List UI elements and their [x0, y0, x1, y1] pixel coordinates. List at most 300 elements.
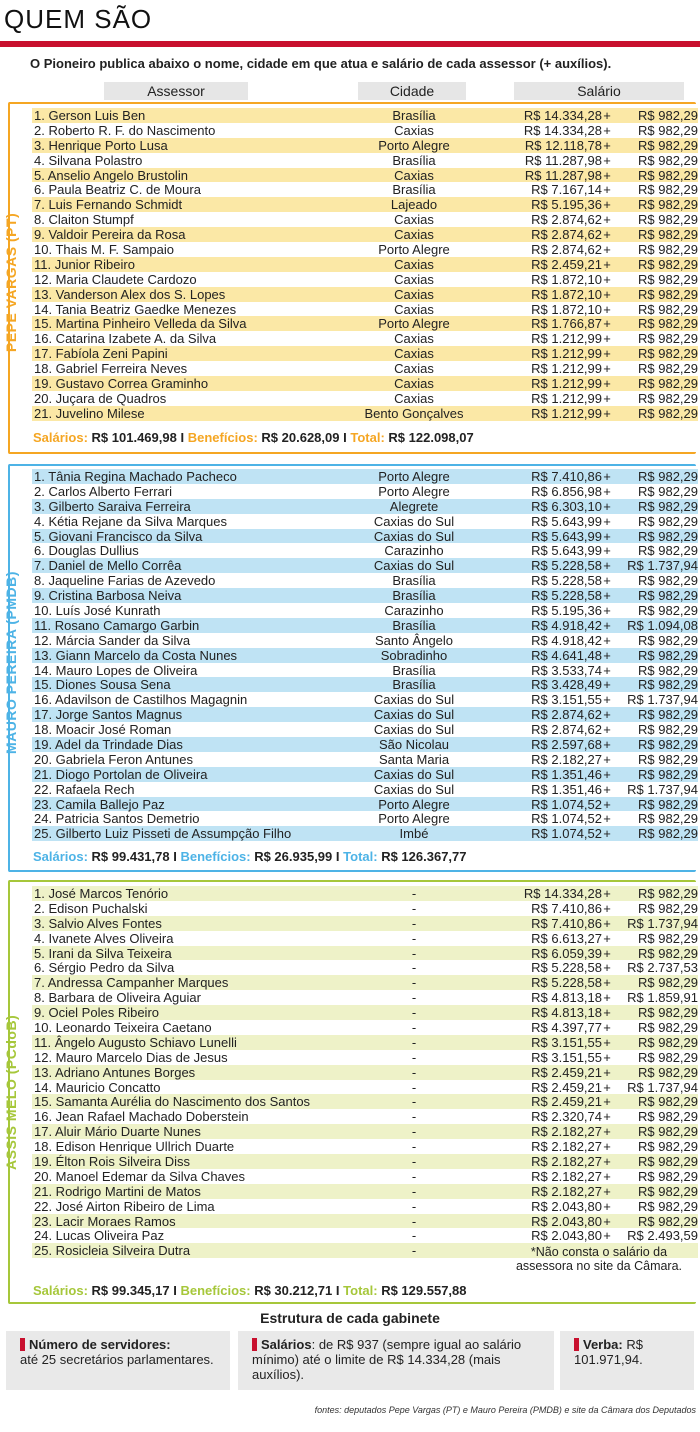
- assessor-salary: R$ 2.043,80: [531, 1198, 602, 1214]
- assessor-city: Porto Alegre: [378, 316, 450, 332]
- table-row: [32, 960, 698, 975]
- assessor-city: Alegrete: [389, 498, 439, 514]
- plus-sign: +: [603, 662, 611, 678]
- table-row: [32, 1124, 698, 1139]
- assessor-name: 22. Rafaela Rech: [34, 781, 135, 797]
- assessor-benefit: R$ 982,29: [638, 1154, 698, 1170]
- assessor-salary: R$ 4.813,18: [531, 990, 602, 1006]
- assessor-name: 1. Tânia Regina Machado Pacheco: [34, 469, 237, 484]
- assessor-name: 17. Fabíola Zeni Papini: [34, 346, 168, 362]
- table-row: [32, 287, 698, 302]
- assessor-benefit: R$ 982,29: [638, 1168, 698, 1184]
- table-row: [32, 361, 698, 376]
- table-row: [32, 1094, 698, 1109]
- assessor-salary: R$ 1.074,52: [531, 811, 602, 827]
- assessor-salary: R$ 2.874,62: [531, 707, 602, 723]
- plus-sign: +: [603, 316, 611, 332]
- assessor-name: 23. Camila Ballejo Paz: [34, 796, 165, 812]
- assessor-salary: R$ 6.303,10: [531, 498, 602, 514]
- assessor-salary: R$ 2.182,27: [531, 751, 602, 767]
- plus-sign: +: [603, 558, 611, 574]
- assessor-name: 19. Gustavo Correa Graminho: [34, 376, 209, 392]
- assessor-name: 18. Moacir José Roman: [34, 722, 172, 738]
- assessor-salary: R$ 3.533,74: [531, 662, 602, 678]
- table-row: [32, 469, 698, 484]
- table-row: [32, 797, 698, 812]
- assessor-salary: R$ 11.287,98: [524, 152, 602, 168]
- plus-sign: +: [603, 930, 611, 946]
- assessor-name: 25. Gilberto Luiz Pisseti de Assumpção Filho: [34, 826, 292, 842]
- assessor-city: -: [411, 1183, 417, 1199]
- assessor-name: 10. Luís José Kunrath: [34, 603, 161, 619]
- assessor-name: 1. Gerson Luis Ben: [34, 108, 146, 123]
- assessor-benefit: R$ 982,29: [638, 182, 698, 198]
- estrutura-title: Estrutura de cada gabinete: [260, 1310, 440, 1326]
- table-row: [32, 931, 698, 946]
- assessor-benefit: R$ 982,29: [638, 751, 698, 767]
- plus-sign: +: [603, 796, 611, 812]
- assessor-city: -: [411, 1094, 417, 1110]
- assessor-city: Porto Alegre: [378, 137, 450, 153]
- plus-sign: +: [603, 543, 611, 559]
- assessor-name: 2. Carlos Alberto Ferrari: [34, 483, 172, 499]
- assessor-salary: R$ 1.766,87: [531, 316, 602, 332]
- table-row: [32, 331, 698, 346]
- assessor-benefit: R$ 982,29: [638, 301, 698, 317]
- assessor-salary: R$ 4.641,48: [531, 647, 602, 663]
- assessor-city: Caxias: [394, 361, 434, 377]
- assessor-city: Caxias: [394, 346, 434, 362]
- plus-sign: +: [603, 137, 611, 153]
- table-row: [32, 1199, 698, 1214]
- box-servidores: Número de servidores: até 25 secretários parlamentares.: [6, 1331, 230, 1390]
- table-row: [32, 1005, 698, 1020]
- assessor-city: -: [411, 1213, 417, 1229]
- assessor-name: 15. Diones Sousa Sena: [34, 677, 171, 693]
- assessor-name: 13. Vanderson Alex dos S. Lopes: [34, 286, 226, 302]
- plus-sign: +: [603, 1049, 611, 1065]
- table-row: [32, 692, 698, 707]
- plus-sign: +: [603, 1198, 611, 1214]
- assessor-benefit: R$ 982,29: [638, 346, 698, 362]
- table-row: [32, 499, 698, 514]
- assessor-name: 21. Rodrigo Martini de Matos: [34, 1183, 201, 1199]
- assessor-city: -: [411, 1124, 417, 1140]
- assessor-name: 24. Lucas Oliveira Paz: [34, 1228, 165, 1244]
- assessor-city: -: [411, 886, 417, 901]
- assessor-city: Brasília: [392, 108, 436, 123]
- assessor-benefit: R$ 982,29: [638, 1198, 698, 1214]
- assessor-benefit: R$ 982,29: [638, 662, 698, 678]
- plus-sign: +: [603, 498, 611, 514]
- assessor-name: 19. Élton Rois Silveira Diss: [34, 1154, 191, 1170]
- plus-sign: +: [603, 376, 611, 392]
- assessor-benefit: R$ 982,29: [638, 1139, 698, 1155]
- assessor-name: 3. Henrique Porto Lusa: [34, 137, 168, 153]
- assessor-salary: R$ 1.351,46: [531, 766, 602, 782]
- assessor-name: 5. Irani da Silva Teixeira: [34, 945, 172, 961]
- plus-sign: +: [603, 197, 611, 213]
- assessor-salary: R$ 2.459,21: [531, 1079, 602, 1095]
- assessor-city: Caxias do Sul: [373, 558, 455, 574]
- assessor-name: 7. Daniel de Mello Corrêa: [34, 558, 182, 574]
- assessor-benefit: R$ 982,29: [638, 1183, 698, 1199]
- table-row: [32, 1080, 698, 1095]
- assessor-name: 9. Valdoir Pereira da Rosa: [34, 227, 186, 243]
- assessor-benefit: R$ 1.737,94: [627, 558, 698, 574]
- assessor-benefit: R$ 1.859,91: [627, 990, 698, 1006]
- assessor-city: -: [411, 1079, 417, 1095]
- plus-sign: +: [603, 212, 611, 228]
- assessor-salary: R$ 5.643,99: [531, 543, 602, 559]
- assessor-city: -: [411, 975, 417, 991]
- assessor-salary: R$ 5.228,58: [531, 573, 602, 589]
- assessor-name: 17. Aluir Mário Duarte Nunes: [34, 1124, 201, 1140]
- assessor-benefit: R$ 1.094,08: [627, 617, 698, 633]
- plus-sign: +: [603, 766, 611, 782]
- assessor-benefit: R$ 982,29: [638, 900, 698, 916]
- assessor-salary: R$ 5.228,58: [531, 960, 602, 976]
- plus-sign: +: [603, 122, 611, 138]
- table-row: [32, 677, 698, 692]
- plus-sign: +: [603, 960, 611, 976]
- table-row: [32, 990, 698, 1005]
- table-row: [32, 901, 698, 916]
- assessor-city: Brasília: [392, 573, 436, 589]
- plus-sign: +: [603, 886, 611, 901]
- assessor-city: Carazinho: [384, 543, 444, 559]
- table-row: [32, 1050, 698, 1065]
- assessor-name: 13. Adriano Antunes Borges: [34, 1064, 196, 1080]
- assessor-benefit: R$ 982,29: [638, 122, 698, 138]
- assessor-city: -: [411, 945, 417, 961]
- assessor-city: Caxias: [394, 286, 434, 302]
- plus-sign: +: [603, 1109, 611, 1125]
- assessor-name: 2. Edison Puchalski: [34, 900, 148, 916]
- assessor-salary: R$ 11.287,98: [524, 167, 602, 183]
- section-assis-melo: [3, 880, 698, 1304]
- plus-sign: +: [603, 227, 611, 243]
- assessor-city: Porto Alegre: [378, 796, 450, 812]
- assessor-benefit: R$ 982,29: [638, 513, 698, 529]
- assessor-salary: R$ 1.212,99: [531, 390, 602, 406]
- assessor-name: 8. Jaqueline Farias de Azevedo: [34, 573, 216, 589]
- assessor-name: 15. Martina Pinheiro Velleda da Silva: [34, 316, 247, 332]
- table-row: [32, 1020, 698, 1035]
- plus-sign: +: [603, 781, 611, 797]
- plus-sign: +: [603, 513, 611, 529]
- assessor-benefit: R$ 982,29: [638, 543, 698, 559]
- plus-sign: +: [603, 271, 611, 287]
- assessor-benefit: R$ 982,29: [638, 528, 698, 544]
- plus-sign: +: [603, 588, 611, 604]
- table-row: [32, 618, 698, 633]
- assessor-city: -: [411, 1049, 417, 1065]
- assessor-city: Caxias: [394, 376, 434, 392]
- table-row: [32, 182, 698, 197]
- assessor-benefit: R$ 982,29: [638, 1005, 698, 1021]
- assessor-city: Caxias: [394, 390, 434, 406]
- plus-sign: +: [603, 1183, 611, 1199]
- assessor-city: -: [411, 960, 417, 976]
- assessor-name: 25. Rosicleia Silveira Dutra: [34, 1243, 191, 1259]
- assessor-salary: R$ 2.182,27: [531, 1183, 602, 1199]
- assessor-benefit: R$ 982,29: [638, 722, 698, 738]
- assessor-city: -: [411, 1198, 417, 1214]
- assessor-benefit: R$ 1.737,94: [627, 915, 698, 931]
- assessor-benefit: R$ 982,29: [638, 1020, 698, 1036]
- table-row: [32, 346, 698, 361]
- assessor-benefit: R$ 982,29: [638, 271, 698, 287]
- table-row: [32, 707, 698, 722]
- assessor-salary: R$ 1.212,99: [531, 376, 602, 392]
- plus-sign: +: [603, 975, 611, 991]
- assessor-benefit: R$ 982,29: [638, 975, 698, 991]
- table-row: [32, 663, 698, 678]
- table-row: [32, 138, 698, 153]
- table-row: [32, 376, 698, 391]
- assessor-city: Brasília: [392, 617, 436, 633]
- assessor-benefit: R$ 982,29: [638, 331, 698, 347]
- assessor-city: -: [411, 1064, 417, 1080]
- assessor-benefit: R$ 982,29: [638, 137, 698, 153]
- assessor-salary: R$ 6.613,27: [531, 930, 602, 946]
- table-row: [32, 1035, 698, 1050]
- assessor-name: 16. Jean Rafael Machado Doberstein: [34, 1109, 249, 1125]
- table-row: [32, 257, 698, 272]
- plus-sign: +: [603, 990, 611, 1006]
- assessor-name: 14. Mauricio Concatto: [34, 1079, 161, 1095]
- table-row: [32, 514, 698, 529]
- assessor-city: Caxias do Sul: [373, 528, 455, 544]
- assessor-salary: R$ 2.182,27: [531, 1139, 602, 1155]
- plus-sign: +: [603, 811, 611, 827]
- assessor-city: Caxias: [394, 227, 434, 243]
- assessor-name: 20. Manoel Edemar da Silva Chaves: [34, 1168, 246, 1184]
- assessor-benefit: R$ 1.737,94: [627, 781, 698, 797]
- assessor-benefit: R$ 982,29: [638, 316, 698, 332]
- assessor-name: 9. Cristina Barbosa Neiva: [34, 588, 182, 604]
- assessor-city: -: [411, 1109, 417, 1125]
- assessor-benefit: R$ 982,29: [638, 1034, 698, 1050]
- sources: fontes: deputados Pepe Vargas (PT) e Mauro Pereira (PMDB) e site da Câmara dos Deputados: [314, 1405, 696, 1415]
- plus-sign: +: [603, 1064, 611, 1080]
- assessor-name: 3. Gilberto Saraiva Ferreira: [34, 498, 191, 514]
- assessor-benefit: R$ 982,29: [638, 826, 698, 842]
- assessor-city: Caxias do Sul: [373, 766, 455, 782]
- page-title: QUEM SÃO: [4, 4, 153, 34]
- assessor-city: -: [411, 1034, 417, 1050]
- assessor-city: Caxias: [394, 167, 434, 183]
- assessor-name: 19. Adel da Trindade Dias: [34, 737, 183, 753]
- section-label: MAURO PEREIRA (PMDB): [3, 571, 19, 754]
- box-salarios: Salários: de R$ 937 (sempre igual ao salário mínimo) até o limite de R$ 14.334,28 (mais auxílios).: [238, 1331, 554, 1390]
- assessor-benefit: R$ 982,29: [638, 632, 698, 648]
- box-verba: Verba: R$ 101.971,94.: [560, 1331, 694, 1390]
- assessor-salary: R$ 1.872,10: [531, 301, 602, 317]
- assessor-benefit: R$ 982,29: [638, 1213, 698, 1229]
- assessor-city: -: [411, 1020, 417, 1036]
- assessor-benefit: R$ 982,29: [638, 242, 698, 258]
- assessor-salary: R$ 1.872,10: [531, 286, 602, 302]
- assessor-benefit: R$ 982,29: [638, 811, 698, 827]
- assessor-benefit: R$ 1.737,94: [627, 692, 698, 708]
- assessor-city: Santa Maria: [378, 751, 450, 767]
- assessor-benefit: R$ 982,29: [638, 376, 698, 392]
- assessor-benefit: R$ 982,29: [638, 796, 698, 812]
- assessor-salary: R$ 6.856,98: [531, 483, 602, 499]
- assessor-city: -: [411, 1243, 417, 1259]
- assessor-city: São Nicolau: [378, 737, 450, 753]
- section-totals: Salários: R$ 99.431,78 I Benefícios: R$ 26.935,99 I Total: R$ 126.367,77: [33, 849, 467, 864]
- assessor-name: 11. Junior Ribeiro: [34, 256, 135, 272]
- assessor-benefit: R$ 982,29: [638, 286, 698, 302]
- assessor-name: 14. Tania Beatriz Gaedke Menezes: [34, 301, 237, 317]
- assessor-city: Brasília: [392, 677, 436, 693]
- plus-sign: +: [603, 632, 611, 648]
- assessor-city: -: [411, 1139, 417, 1155]
- assessor-salary: R$ 2.874,62: [531, 227, 602, 243]
- assessor-name: 4. Silvana Polastro: [34, 152, 143, 168]
- assessor-salary: R$ 2.459,21: [531, 1094, 602, 1110]
- missing-salary-note: *Não consta o salário da assessora no site da Câmara.: [515, 1245, 683, 1273]
- table-row: [32, 811, 698, 826]
- assessor-name: 12. Maria Claudete Cardozo: [34, 271, 197, 287]
- assessor-benefit: R$ 1.737,94: [627, 1079, 698, 1095]
- plus-sign: +: [603, 361, 611, 377]
- plus-sign: +: [603, 167, 611, 183]
- table-row: [32, 752, 698, 767]
- table-row: [32, 603, 698, 618]
- assessor-city: -: [411, 990, 417, 1006]
- assessor-benefit: R$ 982,29: [638, 212, 698, 228]
- assessor-name: 8. Barbara de Oliveira Aguiar: [34, 990, 201, 1006]
- assessor-name: 20. Gabriela Feron Antunes: [34, 751, 193, 767]
- assessor-salary: R$ 7.410,86: [531, 469, 602, 484]
- assessor-salary: R$ 4.813,18: [531, 1005, 602, 1021]
- plus-sign: +: [603, 256, 611, 272]
- plus-sign: +: [603, 331, 611, 347]
- plus-sign: +: [603, 900, 611, 916]
- assessor-salary: R$ 3.151,55: [531, 1034, 602, 1050]
- assessor-city: Porto Alegre: [378, 242, 450, 258]
- table-row: [32, 153, 698, 168]
- table-row: [32, 123, 698, 138]
- assessor-name: 11. Ângelo Augusto Schiavo Lunelli: [34, 1034, 237, 1050]
- plus-sign: +: [603, 301, 611, 317]
- table-row: [32, 588, 698, 603]
- assessor-city: Sobradinho: [380, 647, 448, 663]
- plus-sign: +: [603, 242, 611, 258]
- assessor-city: -: [411, 915, 417, 931]
- assessor-name: 2. Roberto R. F. do Nascimento: [34, 122, 216, 138]
- assessor-city: Imbé: [399, 826, 429, 842]
- table-row: [32, 1184, 698, 1199]
- table-row: [32, 543, 698, 558]
- assessor-city: Brasília: [392, 152, 436, 168]
- assessor-city: Caxias: [394, 122, 434, 138]
- plus-sign: +: [603, 1168, 611, 1184]
- assessor-benefit: R$ 2.737,53: [627, 960, 698, 976]
- assessor-city: Caxias: [394, 331, 434, 347]
- table-row: [32, 391, 698, 406]
- plus-sign: +: [603, 528, 611, 544]
- assessor-city: -: [411, 900, 417, 916]
- table-row: [32, 484, 698, 499]
- plus-sign: +: [603, 346, 611, 362]
- assessor-benefit: R$ 982,29: [638, 945, 698, 961]
- plus-sign: +: [603, 1228, 611, 1244]
- assessor-salary: R$ 12.118,78: [524, 137, 602, 153]
- assessor-city: Carazinho: [384, 603, 444, 619]
- section-label: PEPE VARGAS (PT): [3, 212, 19, 352]
- assessor-benefit: R$ 982,29: [638, 152, 698, 168]
- assessor-city: Caxias: [394, 271, 434, 287]
- plus-sign: +: [603, 1213, 611, 1229]
- table-row: [32, 227, 698, 242]
- section-pepe-vargas: [3, 102, 698, 454]
- assessor-benefit: R$ 982,29: [638, 1049, 698, 1065]
- assessor-list: [32, 886, 698, 1258]
- assessor-salary: R$ 4.918,42: [531, 632, 602, 648]
- assessor-name: 12. Márcia Sander da Silva: [34, 632, 191, 648]
- assessor-benefit: R$ 982,29: [638, 483, 698, 499]
- assessor-name: 5. Giovani Francisco da Silva: [34, 528, 203, 544]
- table-row: [32, 302, 698, 317]
- assessor-name: 11. Rosano Camargo Garbin: [34, 617, 200, 633]
- assessor-name: 3. Salvio Alves Fontes: [34, 915, 162, 931]
- assessor-benefit: R$ 982,29: [638, 766, 698, 782]
- assessor-city: Porto Alegre: [378, 469, 450, 484]
- assessor-city: Lajeado: [390, 197, 438, 213]
- assessor-salary: R$ 2.874,62: [531, 242, 602, 258]
- table-row: [32, 1065, 698, 1080]
- assessor-salary: R$ 7.410,86: [531, 915, 602, 931]
- assessor-benefit: R$ 2.493,59: [627, 1228, 698, 1244]
- assessor-benefit: R$ 982,29: [638, 573, 698, 589]
- plus-sign: +: [603, 1020, 611, 1036]
- assessor-name: 9. Ociel Poles Ribeiro: [34, 1005, 159, 1021]
- assessor-benefit: R$ 982,29: [638, 498, 698, 514]
- plus-sign: +: [603, 751, 611, 767]
- assessor-city: Caxias: [394, 212, 434, 228]
- assessor-city: Caxias: [394, 301, 434, 317]
- table-row: [32, 737, 698, 752]
- plus-sign: +: [603, 483, 611, 499]
- assessor-benefit: R$ 982,29: [638, 361, 698, 377]
- table-row: [32, 916, 698, 931]
- assessor-salary: R$ 3.151,55: [531, 1049, 602, 1065]
- assessor-name: 18. Edison Henrique Ullrich Duarte: [34, 1139, 235, 1155]
- assessor-salary: R$ 1.074,52: [531, 826, 602, 842]
- assessor-salary: R$ 1.212,99: [531, 346, 602, 362]
- assessor-city: -: [411, 1154, 417, 1170]
- assessor-name: 22. José Airton Ribeiro de Lima: [34, 1198, 215, 1214]
- assessor-salary: R$ 7.410,86: [531, 900, 602, 916]
- assessor-name: 6. Paula Beatriz C. de Moura: [34, 182, 201, 198]
- plus-sign: +: [603, 108, 611, 123]
- section-totals: Salários: R$ 101.469,98 I Benefícios: R$ 20.628,09 I Total: R$ 122.098,07: [33, 430, 474, 445]
- header-cidade: Cidade: [358, 82, 466, 100]
- assessor-city: -: [411, 1168, 417, 1184]
- assessor-salary: R$ 5.643,99: [531, 513, 602, 529]
- plus-sign: +: [603, 692, 611, 708]
- plus-sign: +: [603, 722, 611, 738]
- assessor-name: 20. Juçara de Quadros: [34, 390, 167, 406]
- table-row: [32, 648, 698, 663]
- table-row: [32, 242, 698, 257]
- assessor-salary: R$ 1.351,46: [531, 781, 602, 797]
